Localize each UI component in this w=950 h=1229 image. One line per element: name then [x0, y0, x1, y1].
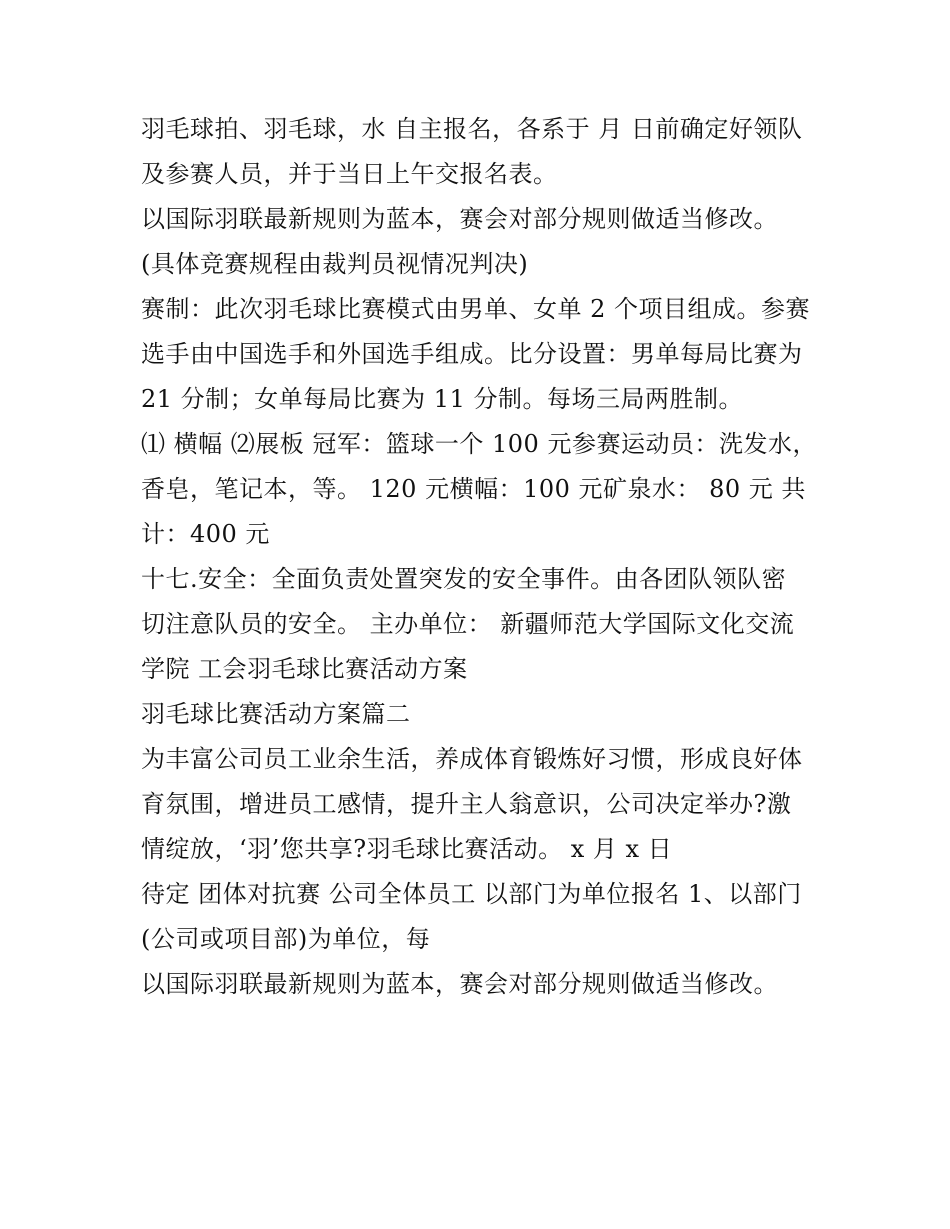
document-body: [141, 107, 821, 1007]
text-line: 学院 工会羽毛球比赛活动方案: [141, 655, 468, 683]
text-line: 计：400 元: [141, 520, 270, 548]
text-line: 以国际羽联最新规则为蓝本，赛会对部分规则做适当修改。: [141, 970, 778, 998]
text-line: (公司或项目部)为单位，每: [141, 925, 431, 953]
section-heading: 羽毛球比赛活动方案篇二: [141, 700, 411, 728]
text-line: 羽毛球拍、羽毛球，水 自主报名，各系于 月 日前确定好领队: [141, 115, 803, 143]
text-line: (具体竞赛规程由裁判员视情况判决): [141, 250, 529, 278]
text-line: 香皂，笔记本，等。 120 元横幅：100 元矿泉水： 80 元 共: [141, 475, 806, 503]
text-line: 育氛围，增进员工感情，提升主人翁意识，公司决定举办?激: [141, 790, 792, 818]
text-line: 切注意队员的安全。 主办单位： 新疆师范大学国际文化交流: [141, 610, 795, 638]
text-line: 21 分制；女单每局比赛为 11 分制。每场三局两胜制。: [141, 385, 743, 413]
text-line: 及参赛人员，并于当日上午交报名表。: [141, 160, 558, 188]
text-line: ⑴ 横幅 ⑵展板 冠军：篮球一个 100 元参赛运动员：洗发水，: [141, 430, 817, 458]
text-line: 赛制：此次羽毛球比赛模式由男单、女单 2 个项目组成。参赛: [141, 295, 811, 323]
text-line: 选手由中国选手和外国选手组成。比分设置：男单每局比赛为: [141, 340, 803, 368]
text-line: 情绽放，‘羽’您共享?羽毛球比赛活动。 x 月 x 日: [141, 835, 673, 863]
text-line: 待定 团体对抗赛 公司全体员工 以部门为单位报名 1、以部门: [141, 880, 802, 908]
text-line: 十七.安全：全面负责处置突发的安全事件。由各团队领队密: [141, 565, 787, 593]
text-line: 以国际羽联最新规则为蓝本，赛会对部分规则做适当修改。: [141, 205, 778, 233]
text-line: 为丰富公司员工业余生活，养成体育锻炼好习惯，形成良好体: [141, 745, 803, 773]
